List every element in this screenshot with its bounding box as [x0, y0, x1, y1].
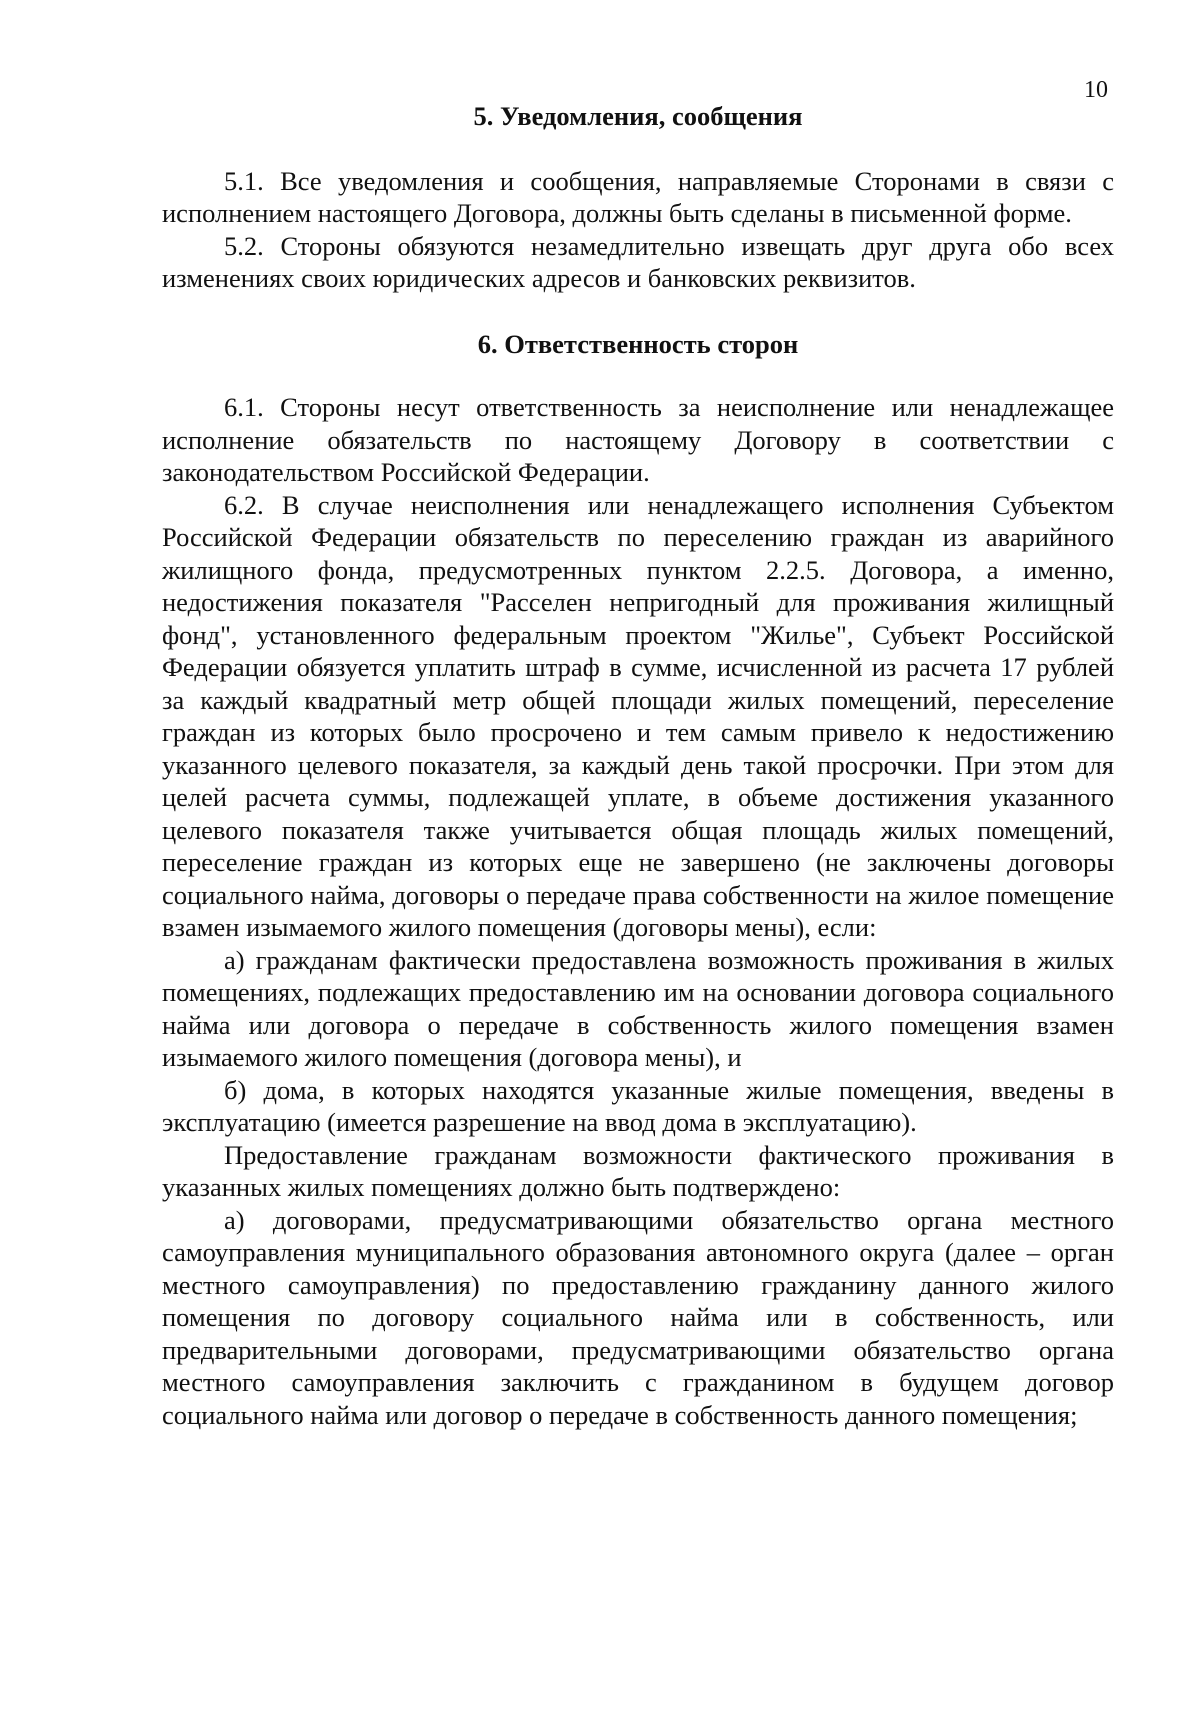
page-number: 10	[1084, 77, 1108, 103]
section-6-heading: 6. Ответственность сторон	[477, 328, 799, 359]
paragraph-confirmation: Предоставление гражданам возможности фактического проживания в указанных жилых помещениях должно быть подтверждено:	[162, 1139, 1114, 1202]
paragraph-confirmation-a: а) договорами, предусматривающими обязательство органа местного самоуправления муниципального образования автономного округа (далее – орган местного самоуправления) по предоставлению гражданину данного жилого помещения по договору социального найма или в собственность, или предварительными договорами, предусматривающими обязательство органа местного самоуправления заключить с гражданином в будущем договор социального найма или договор о передаче в собственность данного помещения;	[162, 1204, 1114, 1430]
paragraph-5-1: 5.1. Все уведомления и сообщения, направляемые Сторонами в связи с исполнением настоящего Договора, должны быть сделаны в письменной форме.	[162, 165, 1114, 228]
paragraph-6-1: 6.1. Стороны несут ответственность за неисполнение или ненадлежащее исполнение обязательств по настоящему Договору в соответствии с законодательством Российской Федерации.	[162, 392, 1114, 487]
paragraph-6-2-b: б) дома, в которых находятся указанные жилые помещения, введены в эксплуатацию (имеется разрешение на ввод дома в эксплуатацию).	[162, 1074, 1114, 1137]
document-body	[162, 100, 1114, 1431]
section-5-heading: 5. Уведомления, сообщения	[473, 101, 803, 131]
paragraph-6-2: 6.2. В случае неисполнения или ненадлежащего исполнения Субъектом Российской Федерации обязательств по переселению граждан из аварийного жилищного фонда, предусмотренных пунктом 2.2.5. Договора, а именно, недостижения показателя "Расселен непригодный для проживания жилищный фонд", установленного федеральным проектом "Жилье", Субъект Российской Федерации обязуется уплатить штраф в сумме, исчисленной из расчета 17 рублей за каждый квадратный метр общей площади жилых помещений, переселение граждан из которых было просрочено и тем самым привело к недостижению указанного целевого показателя, за каждый день такой просрочки. При этом для целей расчета суммы, подлежащей уплате, в объеме достижения указанного целевого показателя также учитывается общая площадь жилых помещений, переселение граждан из которых еще не завершено (не заключены договоры социального найма, договоры о передаче права собственности на жилое помещение взамен изымаемого жилого помещения (договоры мены), если:	[162, 489, 1114, 942]
paragraph-5-2: 5.2. Стороны обязуются незамедлительно извещать друг друга обо всех изменениях своих юридических адресов и банковских реквизитов.	[162, 230, 1114, 293]
paragraph-6-2-a: а) гражданам фактически предоставлена возможность проживания в жилых помещениях, подлежащих предоставлению им на основании договора социального найма или договора о передаче в собственность жилого помещения взамен изымаемого жилого помещения (договора мены), и	[162, 944, 1114, 1072]
